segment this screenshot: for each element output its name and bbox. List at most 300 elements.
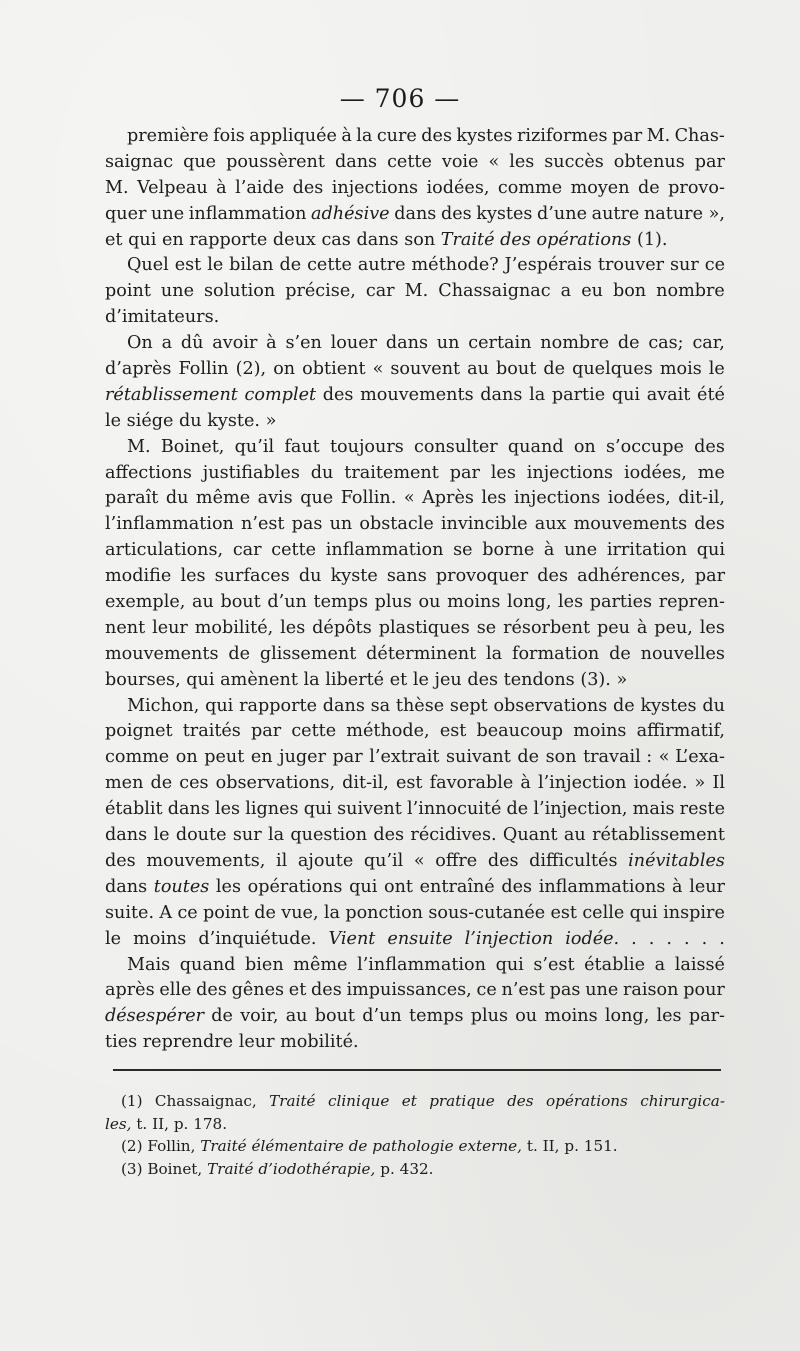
word: de (517, 747, 540, 768)
word: 151. (583, 1137, 618, 1156)
word: A (159, 902, 173, 923)
word: suite. (105, 902, 155, 923)
word: sept (449, 695, 488, 716)
word: kystes (456, 126, 513, 146)
word: les (656, 1006, 682, 1027)
word: les (180, 566, 206, 587)
word: suivent (337, 799, 402, 820)
word: opérations (536, 229, 632, 250)
word: au (563, 825, 586, 846)
word: externe, (458, 1137, 523, 1156)
word: certain (468, 333, 532, 354)
word: de (506, 799, 529, 820)
word: qui (205, 695, 234, 716)
word: récidives. (410, 825, 497, 846)
word: à (266, 333, 277, 354)
word: iodées, (426, 177, 490, 198)
word: qui (495, 954, 524, 975)
word: rétablissement (105, 384, 238, 405)
word: paraît (105, 488, 159, 509)
text-line (105, 875, 725, 901)
word: chirurgica- (640, 1092, 725, 1110)
word: de (228, 643, 250, 664)
word: pas (291, 514, 323, 535)
footnotes (105, 1090, 725, 1180)
text-line (105, 564, 725, 590)
word: Quant (502, 825, 558, 846)
word: avait (646, 384, 691, 405)
word: l’inflammation (357, 954, 486, 975)
word: des (694, 436, 725, 457)
word: du (702, 695, 725, 716)
word: que (300, 488, 334, 509)
word: ties (105, 1032, 138, 1053)
word: mouvements (105, 643, 219, 664)
word: plus (470, 1006, 508, 1027)
word: résorbent (503, 617, 591, 638)
word: impuissances, (346, 980, 472, 1001)
word: » (265, 410, 277, 431)
word: bourses, (105, 669, 181, 690)
word: pour (683, 980, 725, 1001)
word: riziformes (516, 126, 608, 146)
word: de (254, 902, 276, 923)
text-line (105, 538, 725, 564)
word: Traité (207, 1159, 254, 1178)
word: on (273, 359, 296, 380)
word: dans (322, 695, 365, 716)
word: repren- (658, 592, 725, 613)
word: amènent (220, 669, 298, 690)
word: long, (507, 592, 552, 613)
word: mais (632, 799, 675, 820)
word: invincible (440, 514, 528, 535)
word: des (500, 229, 531, 250)
word: clinique (327, 1092, 390, 1110)
word: kyste (330, 566, 378, 587)
word: (2) (121, 1137, 143, 1156)
word: succès (544, 151, 604, 172)
word: des (507, 1092, 534, 1110)
word: les (699, 617, 725, 638)
word: qui (696, 540, 725, 561)
word: et (401, 1092, 417, 1110)
word: ce (704, 255, 725, 276)
word: thèse (395, 695, 445, 716)
word: J’espérais (504, 255, 592, 276)
word: peu, (654, 617, 693, 638)
word: opérations (247, 876, 343, 897)
word: est (439, 721, 467, 742)
text-line (105, 1030, 725, 1056)
word: Mais (127, 954, 171, 975)
word: des (487, 850, 519, 871)
word: qui (303, 799, 332, 820)
word: formation (511, 643, 600, 664)
word: M. (404, 281, 429, 302)
word: d’imitateurs. (105, 307, 220, 328)
word: d’un (362, 1006, 402, 1027)
word: jeu (434, 669, 462, 690)
word: qui (629, 902, 658, 923)
word: de (613, 695, 635, 716)
text-line (105, 253, 725, 279)
word: on (573, 436, 596, 457)
word: est (550, 902, 577, 923)
word: comme (105, 747, 170, 768)
word: men (105, 773, 144, 794)
word: beaucoup (476, 721, 564, 742)
word: qui (611, 384, 641, 405)
word: le (207, 255, 224, 276)
word: les (558, 592, 584, 613)
word: avis (257, 488, 293, 509)
word: établit (105, 799, 163, 820)
word: dépôts (312, 617, 372, 638)
word: n’est (501, 980, 545, 1001)
text-line (105, 279, 725, 305)
word: saignac (105, 151, 174, 172)
word: Velpeau (137, 177, 208, 198)
word: mois (659, 359, 702, 380)
word: Chas- (674, 126, 725, 146)
word: peu (596, 617, 630, 638)
word: du (298, 566, 322, 587)
word: son (404, 229, 436, 250)
word: » (616, 669, 628, 690)
word: et (288, 980, 307, 1001)
text-line (105, 202, 725, 228)
word: se (453, 540, 473, 561)
word: s’occupe (606, 436, 684, 457)
word: du (165, 488, 189, 509)
word: obtient (302, 359, 366, 380)
word: . (684, 928, 690, 949)
word: de (543, 359, 566, 380)
word: méthode? (411, 255, 499, 276)
word: a (560, 281, 572, 302)
word: dans (480, 384, 523, 405)
word: de (617, 333, 640, 354)
word: p. (564, 1137, 579, 1156)
word: . (666, 928, 672, 949)
word: qu’il (234, 436, 275, 457)
word: bon (612, 281, 647, 302)
word: des (467, 669, 499, 690)
word: toutes (153, 876, 210, 897)
word: des (311, 980, 342, 1001)
word: l’injection (537, 773, 627, 794)
word: poignet (105, 721, 173, 742)
word: affirmatif, (636, 721, 725, 742)
word: inévitables (628, 850, 725, 871)
word: louer (330, 333, 378, 354)
word: par (694, 566, 725, 587)
text-line (105, 228, 725, 254)
word: nombre (540, 333, 609, 354)
word: nature », (643, 203, 725, 224)
word: dans (394, 203, 437, 224)
word: nent (105, 617, 146, 638)
word: de (211, 1006, 233, 1027)
word: voir, (240, 1006, 279, 1027)
word: autre (591, 203, 640, 224)
word: à (672, 876, 683, 897)
word: une (160, 281, 194, 302)
word: liberté (325, 669, 385, 690)
word: du (310, 462, 334, 483)
word: à (341, 126, 352, 146)
word: car (365, 281, 395, 302)
word: irritation (606, 540, 688, 561)
word: travail : (583, 747, 653, 768)
text-line (105, 124, 725, 150)
text-line (105, 668, 725, 694)
word: un (329, 514, 353, 535)
word: kystes (476, 203, 533, 224)
word: comme (497, 177, 563, 198)
word: l’inflammation (105, 514, 234, 535)
word: Follin. (340, 488, 397, 509)
word: en (161, 229, 184, 250)
word: II, (542, 1137, 560, 1156)
word: quer (105, 203, 147, 224)
word: bout (220, 592, 261, 613)
word: traitement (344, 462, 439, 483)
word: des (501, 876, 533, 897)
word: On (127, 333, 153, 354)
word: avoir (212, 333, 258, 354)
word: dit-il, (678, 488, 725, 509)
word: les (509, 151, 535, 172)
word: désespérer (105, 1006, 205, 1027)
word: ponction (345, 902, 423, 923)
text-line (105, 745, 725, 771)
text-line (105, 927, 725, 953)
word: établie (584, 954, 646, 975)
word: kystes (640, 695, 697, 716)
word: la (356, 126, 373, 146)
word: adhésive (311, 203, 390, 224)
word: on (175, 747, 198, 768)
word: cas; (648, 333, 684, 354)
word: d’une (537, 203, 587, 224)
word: d’iodothérapie, (258, 1159, 376, 1178)
word: s’en (285, 333, 322, 354)
word: quand (179, 954, 236, 975)
word: au (467, 359, 489, 380)
word: Follin (178, 359, 229, 380)
word: justifiables (202, 462, 300, 483)
word: car (232, 540, 262, 561)
main-text (105, 124, 725, 1056)
word: et (389, 669, 408, 690)
word: temps (313, 592, 368, 613)
word: inflammations (538, 876, 666, 897)
word: a (654, 954, 666, 975)
word: pratique (429, 1092, 495, 1110)
word: élémentaire (251, 1137, 344, 1156)
word: t. (526, 1137, 538, 1156)
word: le (105, 410, 122, 431)
footnote-line (105, 1090, 725, 1113)
word: doute (175, 825, 227, 846)
word: lignes (245, 799, 299, 820)
word: (2), (235, 359, 267, 380)
word: leur (152, 617, 188, 638)
word: est (395, 773, 423, 794)
word: cette (271, 540, 317, 561)
word: une (585, 980, 619, 1001)
word: plastiques (378, 617, 470, 638)
word: mouvements, (146, 850, 266, 871)
word: . (719, 928, 725, 949)
text-line (105, 849, 725, 875)
word: consulter (414, 436, 498, 457)
word: des (537, 566, 568, 587)
word: mouvements (360, 384, 474, 405)
word: obstacle (359, 514, 434, 535)
word: (3) (121, 1159, 143, 1178)
word: les (215, 799, 241, 820)
word: « L’exa- (658, 747, 725, 768)
word: affections (105, 462, 192, 483)
word: nombre (656, 281, 725, 302)
word: parties (589, 592, 653, 613)
word: vue, (281, 902, 319, 923)
word: de (279, 255, 302, 276)
word: ce (177, 902, 198, 923)
word: Traité (269, 1092, 316, 1110)
word: (3). (580, 669, 611, 690)
word: des (292, 177, 324, 198)
text-line (105, 1004, 725, 1030)
word: l’extrait (369, 747, 440, 768)
text-line (105, 150, 725, 176)
word: n’est (241, 514, 285, 535)
word: p. (173, 1114, 189, 1133)
word: reste (679, 799, 725, 820)
word: de (609, 643, 631, 664)
word: ont (383, 876, 413, 897)
word: mouvements (573, 514, 688, 535)
word: appliquée (249, 126, 337, 146)
word: par (449, 462, 480, 483)
word: première (127, 126, 209, 146)
word: « (372, 359, 384, 380)
word: des (694, 514, 725, 535)
word: à (520, 773, 531, 794)
word: bien (245, 954, 284, 975)
word: point (105, 281, 151, 302)
word: temps (409, 1006, 464, 1027)
word: deux (272, 229, 316, 250)
word: que (183, 151, 217, 172)
word: Boinet, (147, 1159, 203, 1178)
word: après (105, 980, 155, 1001)
word: « (488, 151, 500, 172)
word: il (276, 850, 288, 871)
word: M. (105, 177, 129, 198)
word: leur (238, 1032, 275, 1053)
word: Traité (200, 1137, 247, 1156)
word: modifie (105, 566, 172, 587)
word: des (421, 126, 452, 146)
word: par- (688, 1006, 725, 1027)
word: fois (213, 126, 245, 146)
word: peut (204, 747, 245, 768)
text-line (105, 797, 725, 823)
word: la (529, 384, 546, 405)
word: glissement (259, 643, 357, 664)
word: inflammation (325, 540, 444, 561)
word: kyste. (207, 410, 260, 431)
word: à (636, 617, 648, 638)
word: . (701, 928, 708, 949)
word: du (179, 410, 202, 431)
word: qu’il (363, 850, 404, 871)
word: les, (105, 1114, 132, 1133)
word: bout (314, 1006, 356, 1027)
word: . (631, 928, 637, 949)
word: Après (422, 488, 474, 509)
word: sans (386, 566, 427, 587)
word: par (611, 126, 643, 146)
word: toujours (329, 436, 404, 457)
word: mobilité. (280, 1032, 359, 1053)
text-line (105, 901, 725, 927)
word: mobilité, (194, 617, 274, 638)
word: un (436, 333, 460, 354)
word: d’un (267, 592, 307, 613)
word: l’aide (235, 177, 285, 198)
word: précise, (285, 281, 356, 302)
word: injections (513, 488, 601, 509)
word: iodées, (607, 488, 671, 509)
word: pas (549, 980, 581, 1001)
word: Chassaignac (438, 281, 551, 302)
word: faut (284, 436, 320, 457)
word: Vient (328, 928, 376, 949)
word: sur (232, 825, 262, 846)
word: au (191, 592, 214, 613)
word: Michon, (127, 695, 200, 716)
text-line (105, 771, 725, 797)
text-line (105, 642, 725, 668)
text-line (105, 486, 725, 512)
text-line (105, 978, 725, 1004)
word: d’inquiétude. (198, 928, 317, 949)
word: sa (370, 695, 391, 716)
word: quelques (572, 359, 653, 380)
word: suivant (446, 747, 511, 768)
word: des (196, 980, 227, 1001)
word: . (648, 928, 655, 949)
word: dû (180, 333, 204, 354)
word: adhérences, (577, 566, 686, 587)
word: voie (441, 151, 479, 172)
word: cas (321, 229, 351, 250)
word: sous-cutanée (428, 902, 546, 923)
word: et (105, 229, 123, 250)
footnote-line (105, 1113, 725, 1136)
word: dans (334, 151, 378, 172)
word: p. (380, 1159, 395, 1178)
word: celle (582, 902, 625, 923)
text-line (105, 616, 725, 642)
word: bout (496, 359, 537, 380)
word: M. (646, 126, 671, 146)
